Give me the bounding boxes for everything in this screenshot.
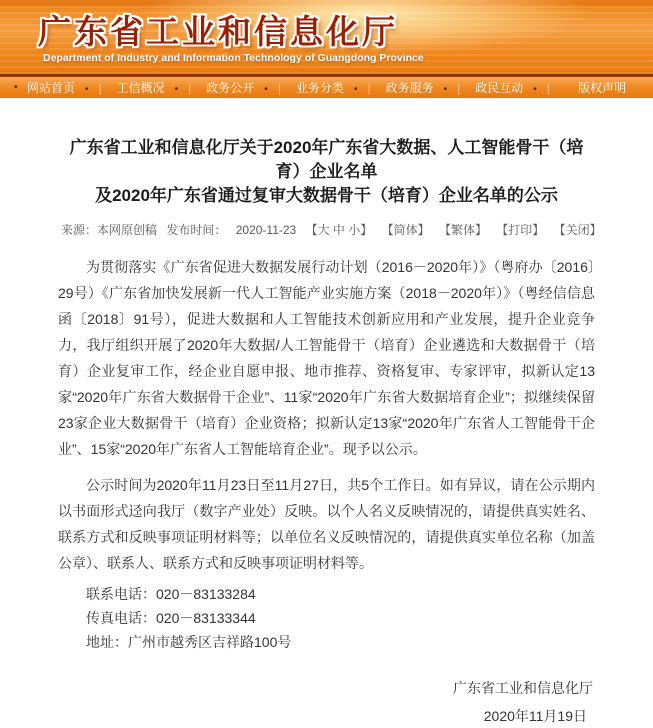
article-title	[58, 136, 595, 208]
nav-item-home[interactable]	[20, 79, 110, 96]
nav-item-label: 政务服务	[385, 81, 434, 95]
nav-item-interaction[interactable]	[468, 79, 558, 96]
nav-separator	[533, 81, 550, 95]
nav-separator	[85, 81, 102, 95]
address: 地址：广州市越秀区吉祥路100号	[86, 634, 292, 650]
nav-item-label: 政民互动	[475, 81, 524, 95]
meta-publish-date: 2020-11-23	[235, 223, 297, 237]
article-title-line1: 广东省工业和信息化厅关于2020年广东省大数据、人工智能骨干（培育）企业名单	[69, 138, 584, 181]
article-content	[0, 136, 653, 728]
contact-phone: 联系电话：020－83133284	[86, 586, 256, 602]
site-banner	[0, 0, 653, 74]
site-subtitle-english: Department of Industry and Information Technology of Guangdong Province	[43, 52, 424, 64]
signature-block	[58, 676, 595, 728]
nav-item-label: 工信概况	[116, 81, 165, 95]
nav-item-copyright[interactable]	[557, 79, 647, 96]
signature-date: 2020年11月19日	[483, 708, 587, 724]
meta-close-button[interactable]: 【关闭】	[553, 223, 602, 237]
nav-item-business-category[interactable]	[288, 79, 378, 96]
nav-separator	[354, 81, 371, 95]
nav-separator	[264, 81, 281, 95]
meta-source: 来源：本网原创稿	[61, 223, 158, 237]
contact-block	[58, 582, 595, 654]
nav-item-label: 政务公开	[206, 81, 255, 95]
meta-print-button[interactable]: 【打印】	[496, 223, 545, 237]
article-meta	[58, 221, 602, 238]
nav-item-label: 业务分类	[295, 81, 344, 95]
meta-font-size-control[interactable]: 【大 中 小】	[305, 223, 373, 237]
meta-publish-label: 发布时间：	[166, 223, 227, 237]
site-title: 广东省工业和信息化厅	[38, 13, 398, 50]
nav-item-label: 版权声明	[578, 81, 627, 95]
main-navbar	[0, 77, 653, 98]
paragraph-2: 公示时间为2020年11月23日至11月27日，共5个工作日。如有异议，请在公示期内以书面形式迳向我厅（数字产业处）反映。以个人名义反映情况的，请提供真实姓名、联系方式和反映事项证明材料等；以单位名义反映情况的，请提供真实单位名称（加盖公章）、联系人、联系方式和反映事项证明材料等。	[58, 477, 595, 571]
nav-separator	[444, 81, 461, 95]
meta-traditional-button[interactable]: 【繁体】	[438, 223, 487, 237]
article-body	[58, 254, 595, 576]
signature-department: 广东省工业和信息化厅	[453, 680, 593, 696]
fax-phone: 传真电话：020－83133344	[86, 610, 256, 626]
nav-separator	[175, 81, 192, 95]
nav-item-overview[interactable]	[109, 79, 199, 96]
meta-simplified-button[interactable]: 【简体】	[381, 223, 430, 237]
paragraph-1: 为贯彻落实《广东省促进大数据发展行动计划（2016－2020年）》（粤府办〔2016〕29号）《广东省加快发展新一代人工智能产业实施方案（2018－2020年）》（粤经信信息函〔2018〕91号），促进大数据和人工智能技术创新应用和产业发展，提升企业竞争力，我厅组织开展了2020年大数据/人工智能骨干（培育）企业遴选和大数据骨干（培育）企业复审工作，经企业自愿申报、地市推荐、资格复审、专家评审，拟新认定13家“2020年广东省大数据骨干企业”、11家“2020年广东省大数据培育企业”；拟继续保留23家企业大数据骨干（培育）企业资格；拟新认定13家“2020年广东省人工智能骨干企业”、15家“2020年广东省人工智能培育企业”。现予以公示。	[58, 259, 595, 457]
nav-item-label: • 网站首页	[27, 81, 76, 95]
nav-item-gov-services[interactable]	[378, 79, 468, 96]
article-title-line2: 及2020年广东省通过复审大数据骨干（培育）企业名单的公示	[95, 186, 558, 205]
nav-item-gov-disclosure[interactable]	[199, 79, 289, 96]
